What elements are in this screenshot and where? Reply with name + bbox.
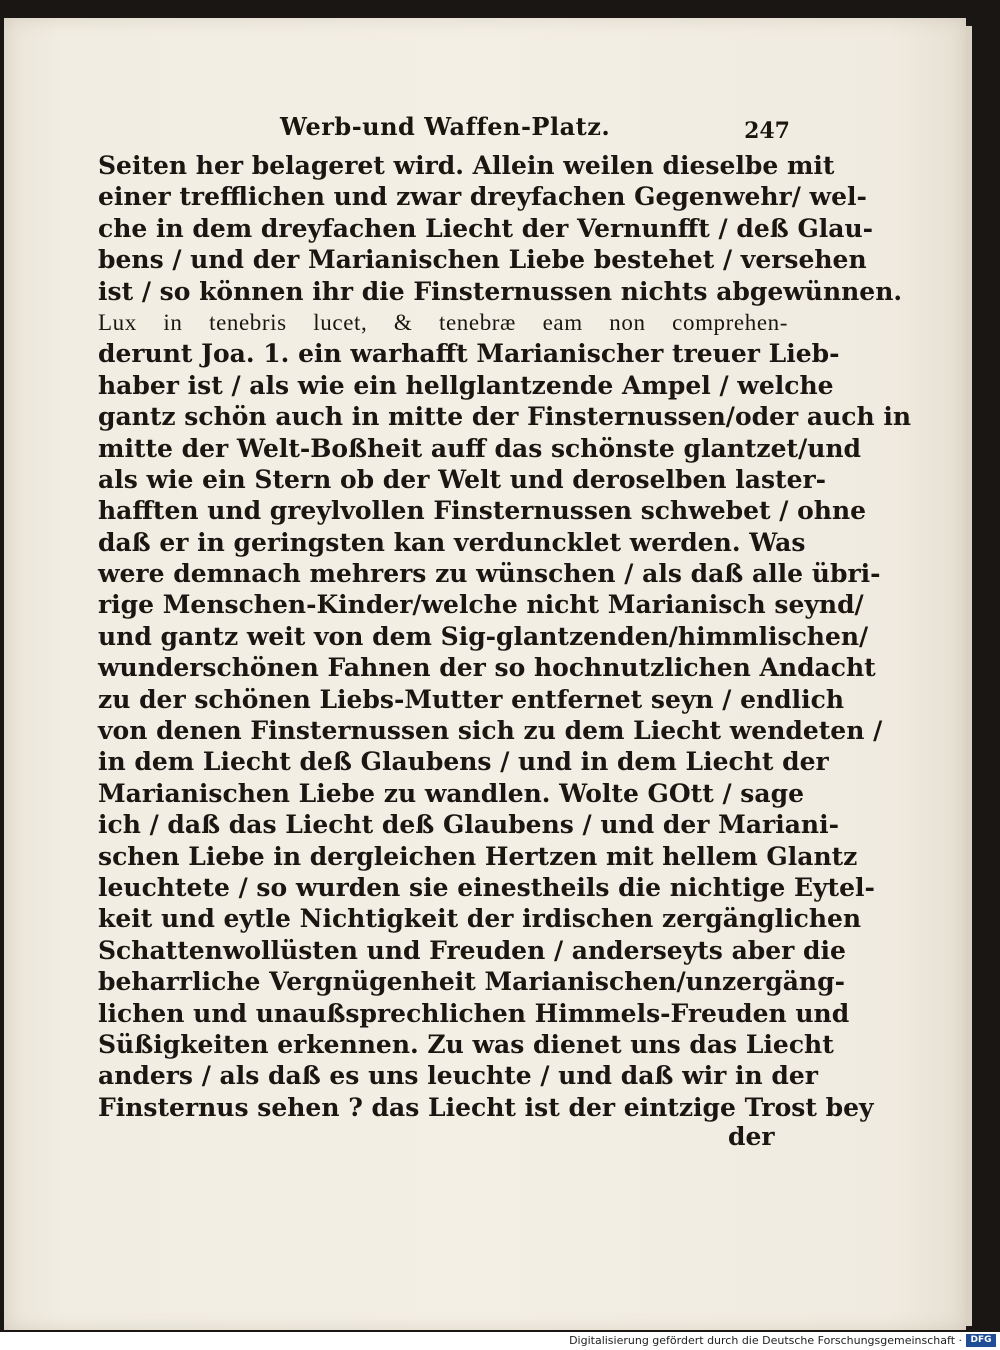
funding-credit: Digitalisierung gefördert durch die Deutsche Forschungsgemeinschaft ·: [569, 1334, 962, 1347]
text-line: leuchtete / so wurden sie einestheils die nichtige Eytel-: [98, 872, 875, 902]
text-line: daß er in geringsten kan verduncklet werden. Was: [98, 527, 806, 557]
text-line: Süßigkeiten erkennen. Zu was dienet uns das Liecht: [98, 1029, 834, 1059]
catchword: der: [728, 1122, 775, 1151]
text-line: anders / als daß es uns leuchte / und daß wir in der: [98, 1061, 818, 1091]
text-line: in dem Liecht deß Glaubens / und in dem Liecht der: [98, 747, 829, 777]
dfg-logo: DFG: [966, 1334, 996, 1347]
text-line: und gantz weit von dem Sig-glantzenden/himmlischen/: [98, 621, 869, 651]
text-line: gantz schön auch in mitte der Finsternussen/oder auch in: [98, 402, 912, 432]
text-line: zu der schönen Liebs-Mutter entfernet seyn / endlich: [98, 684, 845, 714]
text-line: Seiten her belageret wird. Allein weilen dieselbe mit: [98, 151, 835, 180]
text-line: Schattenwollüsten und Freuden / anderseyts aber die: [98, 935, 846, 965]
page-edge: [966, 26, 972, 1326]
text-line: von denen Finsternussen sich zu dem Liecht wendeten /: [98, 716, 883, 746]
text-line: rige Menschen-Kinder/welche nicht Marianisch seynd/: [98, 590, 864, 620]
text-line: schen Liebe in dergleichen Hertzen mit hellem Glantz: [98, 841, 858, 871]
text-line: Marianischen Liebe zu wandlen. Wolte GOtt / sage: [98, 778, 804, 808]
text-line-latin: Lux in tenebris lucet, & tenebræ eam non comprehen-: [98, 309, 788, 335]
text-line: che in dem dreyfachen Liecht der Vernunfft / deß Glau-: [98, 213, 874, 243]
page-number: 247: [744, 118, 790, 144]
text-line: hafften und greylvollen Finsternussen schwebet / ohne: [98, 496, 867, 526]
running-title: Werb-und Waffen-Platz.: [280, 112, 611, 141]
text-line: Finsternus sehen ? das Liecht ist der eintzige Trost bey: [98, 1092, 874, 1122]
footer-bar: [0, 1332, 1000, 1350]
text-line: wunderschönen Fahnen der so hochnutzlichen Andacht: [98, 653, 876, 683]
page-header: [280, 112, 790, 148]
text-line: mitte der Welt-Boßheit auff das schönste glantzet/und: [98, 433, 862, 463]
text-line: haber ist / als wie ein hellglantzende Ampel / welche: [98, 370, 834, 400]
text-line: were demnach mehrers zu wünschen / als daß alle übri-: [98, 559, 881, 589]
text-line: einer trefflichen und zwar dreyfachen Gegenwehr/ wel-: [98, 182, 867, 212]
body-text: [98, 150, 912, 1123]
text-line: beharrliche Vergnügenheit Marianischen/unzergäng-: [98, 967, 845, 997]
text-line: keit und eytle Nichtigkeit der irdischen zergänglichen: [98, 904, 862, 934]
text-line: ist / so können ihr die Finsternussen nichts abgewünnen.: [98, 276, 903, 306]
text-line: derunt Joa. 1. ein warhafft Marianischer treuer Lieb-: [98, 339, 840, 369]
text-line: lichen und unaußsprechlichen Himmels-Freuden und: [98, 998, 850, 1028]
text-line: als wie ein Stern ob der Welt und deroselben laster-: [98, 464, 827, 494]
text-line: ich / daß das Liecht deß Glaubens / und der Mariani-: [98, 810, 839, 840]
text-line: bens / und der Marianischen Liebe bestehet / versehen: [98, 245, 867, 275]
